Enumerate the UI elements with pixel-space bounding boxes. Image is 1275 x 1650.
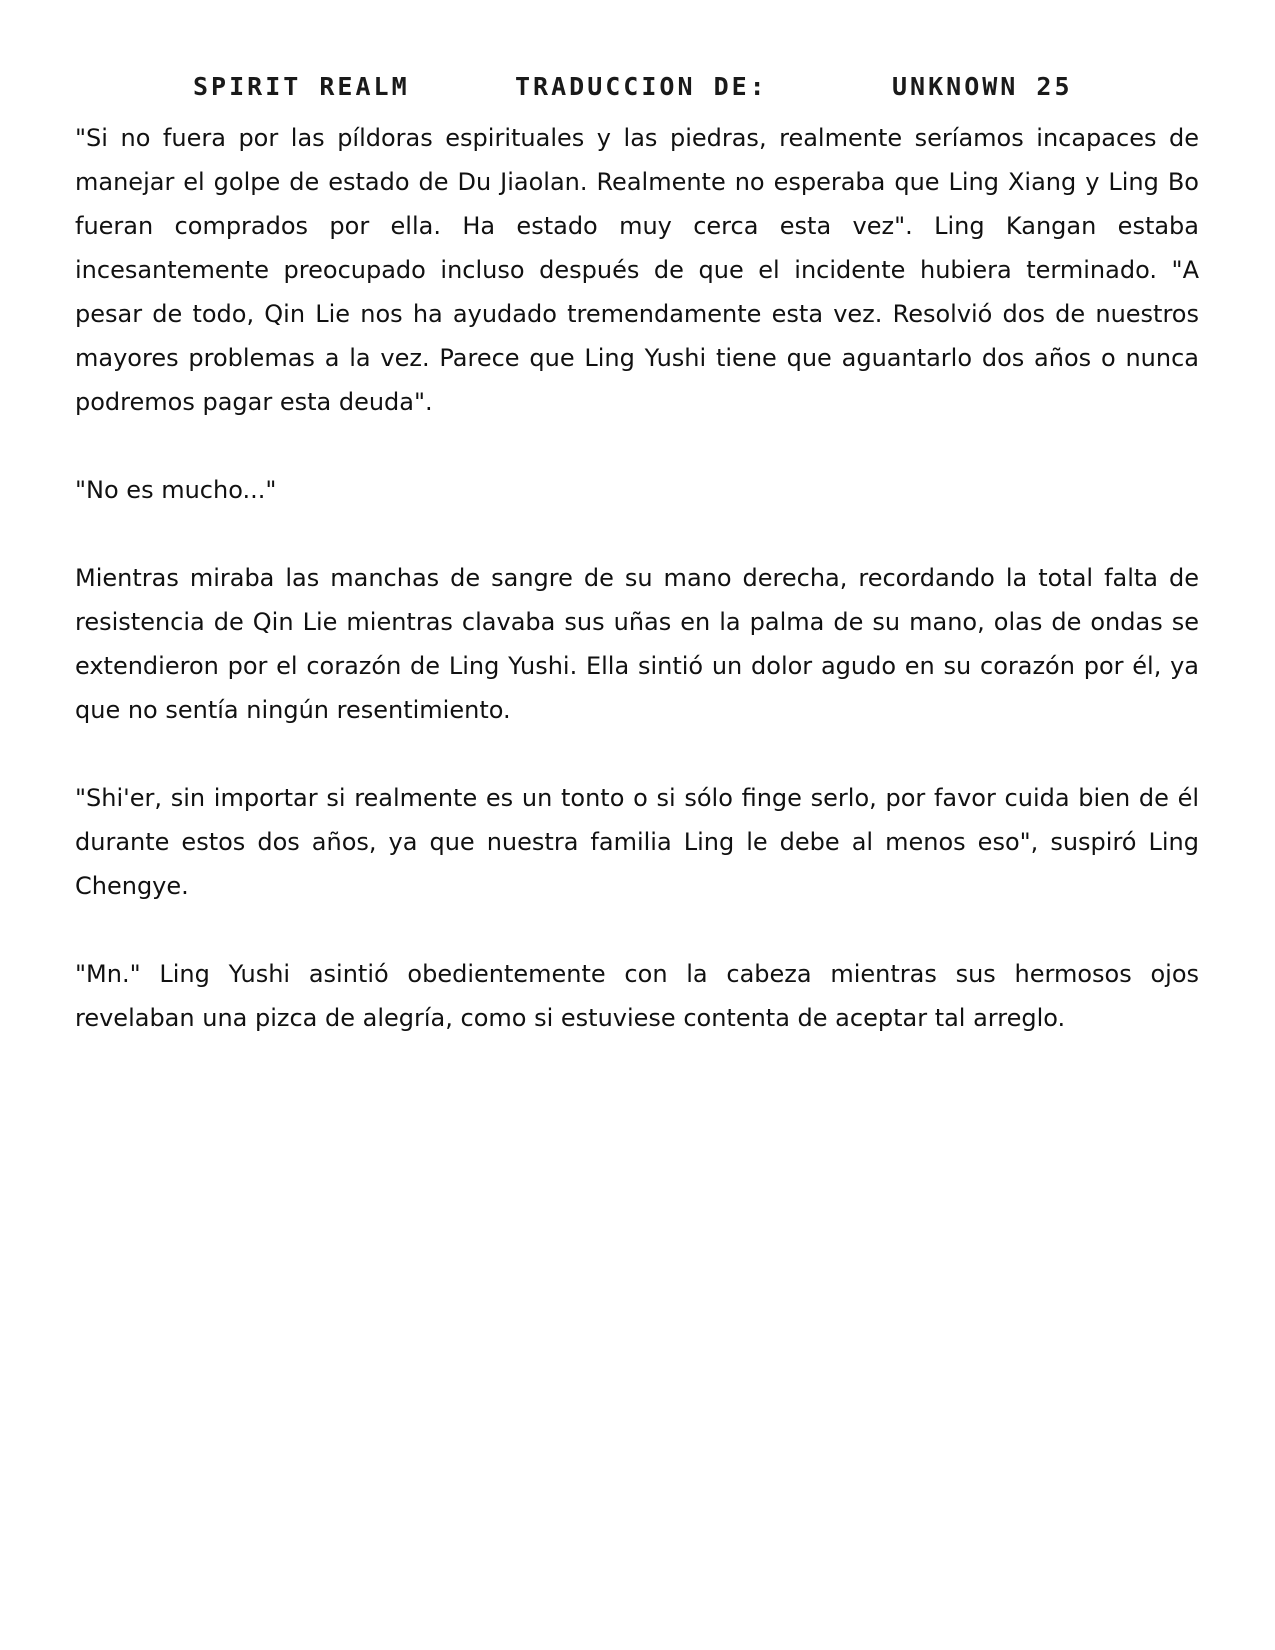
paragraph-1: "Si no fuera por las píldoras espirituales y las piedras, realmente seríamos incapaces de manejar el golpe de estado de Du Jiaolan. Realmente no esperaba que Ling Xiang y Ling Bo fueran comprados por ella. Ha estado muy cerca esta vez". Ling Kangan estaba incesantemente preocupado incluso después de que el incidente hubiera terminado. "A pesar de todo, Qin Lie nos ha ayudado tremendamente esta vez. Resolvió dos de nuestros mayores problemas a la vez. Parece que Ling Yushi tiene que aguantarlo dos años o nunca podremos pagar esta deuda". xyxy=(75,124,1199,416)
header-translation-label: TRADUCCION DE: xyxy=(515,72,768,101)
paragraph-3: Mientras miraba las manchas de sangre de su mano derecha, recordando la total falta de resistencia de Qin Lie mientras clavaba sus uñas en la palma de su mano, olas de ondas se extendieron por el corazón de Ling Yushi. Ella sintió un dolor agudo en su corazón por él, ya que no sentía ningún resentimiento. xyxy=(75,564,1199,724)
page-header xyxy=(0,72,1275,112)
paragraph-4: "Shi'er, sin importar si realmente es un tonto o si sólo finge serlo, por favor cuida bien de él durante estos dos años, ya que nuestra familia Ling le debe al menos eso", suspiró Ling Chengye. xyxy=(75,784,1199,900)
header-series-title: SPIRIT REALM xyxy=(193,72,410,101)
document-body xyxy=(75,116,1199,1084)
paragraph-2: "No es mucho..." xyxy=(75,476,277,504)
header-translator-name: UNKNOWN 25 xyxy=(892,72,1073,101)
paragraph-5: "Mn." Ling Yushi asintió obedientemente con la cabeza mientras sus hermosos ojos revelaban una pizca de alegría, como si estuviese contenta de aceptar tal arreglo. xyxy=(75,960,1199,1032)
